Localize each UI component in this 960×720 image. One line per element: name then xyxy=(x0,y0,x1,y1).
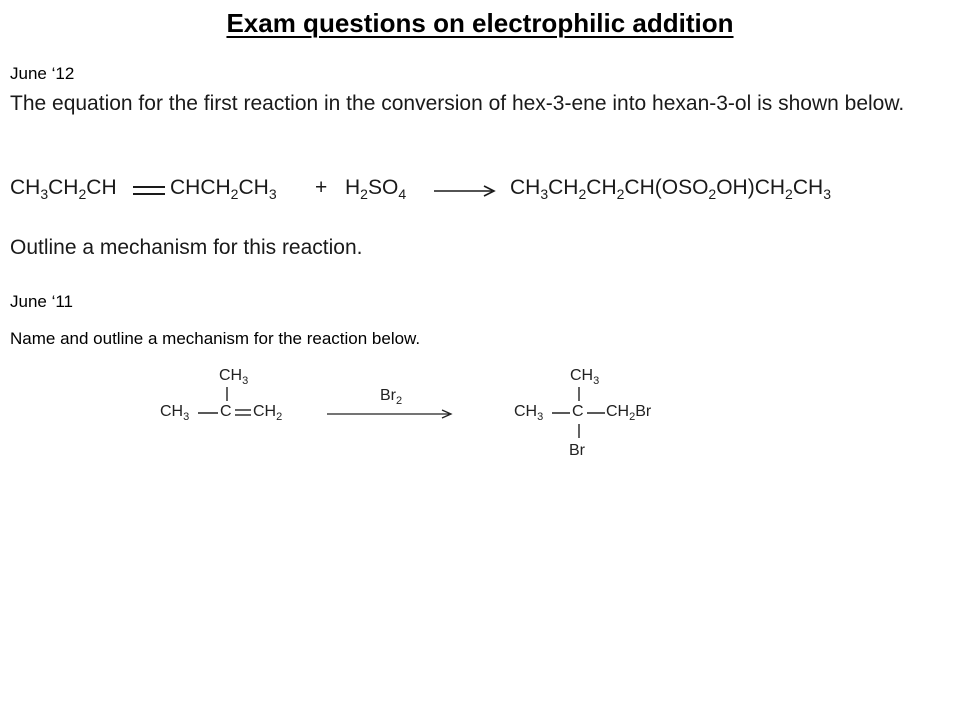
reactant-central-carbon: C xyxy=(220,403,232,420)
reaction-arrow-icon xyxy=(432,184,498,198)
page-title: Exam questions on electrophilic addition xyxy=(226,8,734,38)
reactant-single-bond xyxy=(196,410,220,416)
reactant-single-bond-vertical xyxy=(224,386,230,402)
plus-sign: + xyxy=(315,176,328,199)
question-text-june-11: Name and outline a mechanism for the reaction below. xyxy=(10,329,421,348)
reactant-hexene-right: $CHCH_2CH_3$ xyxy=(170,176,277,202)
question-instruction-june-12: Outline a mechanism for this reaction. xyxy=(10,236,363,259)
reactant-methylene: $CH_2$ xyxy=(253,403,283,423)
product-alkyl-hydrogensulfate: $CH_3CH_2CH_2CH(OSO_2OH)CH_2CH_3$ xyxy=(510,176,831,202)
product-bromomethyl: $CH_2Br$ xyxy=(606,403,652,423)
product-bond-left xyxy=(550,410,572,416)
question-text-june-12: The equation for the first reaction in the conversion of hex-3-ene into hexan-3-ol is shown below. xyxy=(10,92,905,115)
reactant-hexene-left: $CH_3CH_2CH$ xyxy=(10,176,117,202)
reaction-scheme-june-11 xyxy=(150,360,670,470)
question-date-june-12: June ‘12 xyxy=(10,64,75,83)
reactant-methyl-top: $CH_3$ xyxy=(219,367,249,387)
product-bond-top xyxy=(576,386,582,402)
product-bromine-bottom: Br xyxy=(569,442,585,459)
product-bond-right xyxy=(585,410,607,416)
product-bond-bottom xyxy=(576,423,582,439)
product-methyl-top: $CH_3$ xyxy=(570,367,600,387)
reagent-bromine: $Br_2$ xyxy=(380,387,403,407)
reagent-sulfuric-acid: $H_2SO_4$ xyxy=(345,176,407,202)
product-methyl-left: $CH_3$ xyxy=(514,403,544,423)
reactant-methyl-left: $CH_3$ xyxy=(160,403,190,423)
reaction-arrow-icon xyxy=(325,408,455,420)
product-central-carbon: C xyxy=(572,403,584,420)
double-bond-icon xyxy=(131,184,167,198)
question-date-june-11: June ‘11 xyxy=(10,292,74,311)
reactant-double-bond-icon xyxy=(233,408,253,418)
